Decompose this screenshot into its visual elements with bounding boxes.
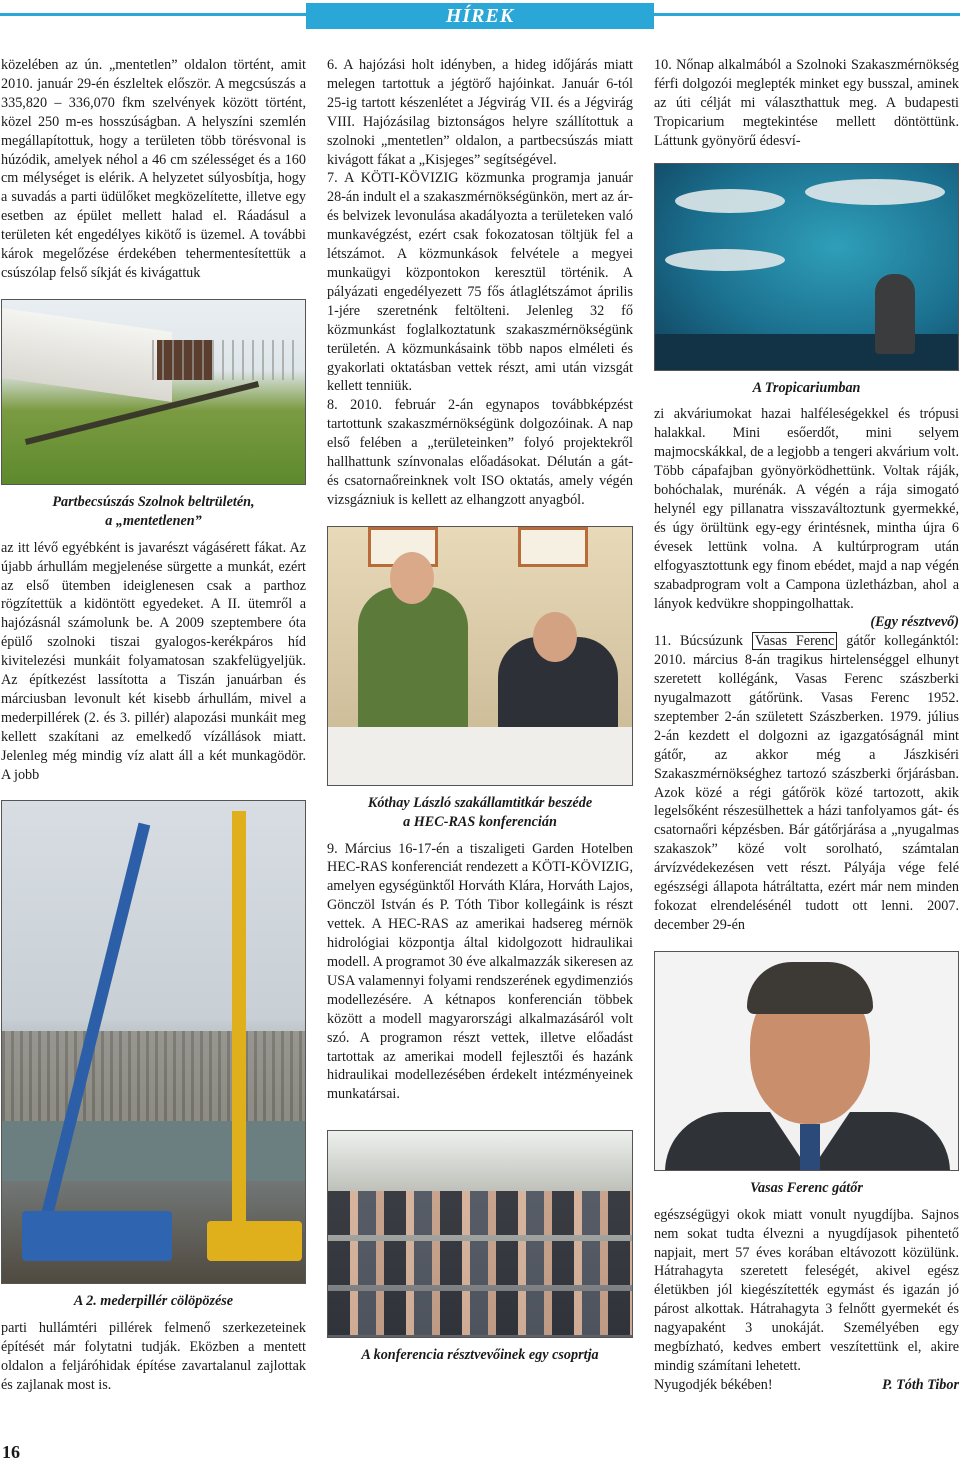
caption-line: a „mentetlenen”	[105, 512, 202, 529]
col3-paragraph-2: zi akváriumokat hazai halféleségekkel és trópusi halakkal. Mini esőerdőt, mini selyem majmocskákkal, de a legjobb a tengeri akvárium volt. Több cápafajban gyönyörködhettünk. Voltak ráják, bohóchalak, murénák. A végén a rája simogató helynél egy pillanatra visszaváltoztunk gyermekké, és úgy örültünk egy-egy érintésnek, mintha újra 6 évesek lettünk volna. A kultúrprogram után elfogyasztottunk egy finom ebédet, majd a nap végén szabadprogram volt a Campona üzletházban, ahol a lányok kedvükre shoppingolhattak.	[654, 406, 959, 612]
portrait-photo-caption: Vasas Ferenc gátőr	[750, 1179, 863, 1196]
portrait-photo	[654, 951, 959, 1171]
col3-paragraph-4: egészségügyi okok miatt vonult nyugdíjba. Sajnos nem sokat tudta élvezni a nyugdíjasok pihentető napjait, mert 57 éves korában eltávozott közülünk. Hátrahagyta szeretett feleségét, akivel egész életükben jól kiegészítették egymást és igazán jó párost alkottak. Hátrahagyta 3 felnőtt gyermekét és nagyapaként 3 unokáját. Személyében egy megbízható, kedves embert veszítettünk el, akire mindig számítani lehetett.	[654, 1206, 959, 1374]
obituary-name-box: Vasas Ferenc	[752, 632, 838, 650]
col3-paragraph-3	[654, 632, 959, 935]
col1-paragraph-3: parti hullámtéri pillérek felmenő szerkezeteinek építését már folytatni tudják. Eközben a mentett oldalon a feljáróhidak építése zavartalanul zajlottak és zajlanak most is.	[1, 1320, 306, 1394]
column-3	[654, 56, 959, 1395]
col2-paragraph-1: 6. A hajózási holt idényben, a hideg időjárás miatt melegen tartottuk a jégtörő hajóinkat. Január 6-tól 25-ig tartott készenlétet a Jégvirág VII. és a Jégvirág VIII. Hajózásilag biztonságos helyre szállítottuk a szolnoki „mentetlen” oldalon, a partbecsúszás miatt kivágott fákat a „Kisjeges” segítségével.	[327, 57, 633, 168]
closing-text: Nyugodjék békében!	[654, 1376, 773, 1393]
participant-signature: (Egy résztvevő)	[870, 614, 959, 631]
col2-paragraph-3: 8. 2010. február 2-án egynapos továbbképzést tartottunk szakaszmérnökségünk dolgozóinak. A nap első felében a „területeinken” folyó projektekről hallhattunk színvonalas előadásokat. Délután a gát- és csatornaőreinknek volt ISO oktatás, amely végén vizsgázniuk is kellett az elhangzott anyagból.	[327, 397, 633, 508]
caption-line: Kóthay László szakállamtitkár beszéde	[367, 794, 593, 811]
col2-paragraph-4: 9. Március 16-17-én a tiszaligeti Garden Hotelben HEC-RAS konferenciát rendezett a KÖTI-KÖVIZIG, amelyen egységünktől Horváth Klára, Horváth Lajos, Gönczöl István és P. Tóth Tibor kollegáink is részt vettek. A HEC-RAS az amerikai hadsereg mérnök hidrológiai központja által kidolgozott hidraulikai modell. A programot 30 éve alkalmazzák sikeresen az USA valamennyi folyami rendszerének egydimenziós modellezésére. A kétnapos konferencián többek között a modell magyarországi alkalmazásáról volt szó. A programon részt vettek, illetve előadást tartottak az amerikai modell fejlesztői és hazánk hidraulikai modellezésében érdekelt intézményeinek munkatársai.	[327, 840, 633, 1103]
pier-piling-photo	[1, 800, 306, 1284]
page-number: 16	[2, 1442, 20, 1462]
col1-paragraph-1: közelében az ún. „mentetlen” oldalon történt, amit 2010. január 29-én észleltek először. A megcsúszás a 335,820 – 336,070 fkm szelvények között történt, közel 250 m-es hosszúságban. A helyszíni szemlén megállapítottuk, hogy a területen több törésvonal is húzódik, amelyek néhol a 46 cm szélességet és a 160 cm mélységet is elérik. A helyzetet súlyosbítja, hogy a suvadás a parti üdülőket megközelítette, illetve egy esetben az épület mellett halad el. Ráadásul a területen két engedélyes kikötő is üzemel. A további károk megelőzése érdekében tehermentesítettük a csúszólap felső síkját és kivágattuk	[1, 57, 306, 281]
author-signature: P. Tóth Tibor	[882, 1376, 959, 1393]
conference-speaker-photo	[327, 526, 633, 786]
conference-audience-photo	[327, 1130, 633, 1338]
riverbank-photo-caption	[1, 493, 306, 531]
col2-paragraph-2: 7. A KÖTI-KÖVIZIG közmunka programja január 28-án indult el a szakaszmérnökségünkön, mert az ár- és belvizek levonulása akadályozta a területeken való munkavégzést, ezért csak fokozatosan töltjük fel a létszámot. A közmunkások felvétele a megyei munkaügyi központokon keresztül történik. A pályázati engedélyezett 75 fős átlaglétszámot április 1-jére szeretnénk feltölteni. Jelenleg 32 fő közmunkást foglalkoztatunk szakaszmérnökségünk területén. A közmunkásaink több napos elméleti és gyakorlati oktatásban vettek részt, ami után vizsgát kellett tenniük.	[327, 170, 633, 395]
tropicarium-photo-caption: A Tropicariumban	[752, 379, 861, 396]
audience-photo-caption: A konferencia résztvevőinek egy csoprtja	[361, 1347, 599, 1364]
col1-paragraph-2: az itt lévő egyébként is javarészt vágásérett fákat. Az újabb árhullám megjelenése sürgette a munkát, ezért az első ütemben ideiglenesen csak a parthoz rögzítettük a kidöntött egyedeket. A II. ütemről a hajózásnál számolunk be. A 2009 szeptembere óta épülő szolnoki tiszai gyalogos-kerékpáros híd kivitelezési munkáit folyamatosan szakfelügyeljük. Az építkezést lassította a Tiszán januárban és márciusban levonult két kisebb árhullám, mivel a mederpillérek (2. és 3. pillér) alapozási munkáit meg kellett szakítani az emelkedő vízállások miatt. Jelenleg még mindig víz alatt áll a két munkagödör. A jobb	[1, 539, 306, 783]
column-2	[327, 56, 633, 1373]
obituary-intro: 11. Búcsúzunk	[654, 633, 744, 650]
section-header: HÍREK	[306, 3, 654, 29]
col3-paragraph-1: 10. Nőnap alkalmából a Szolnoki Szakaszmérnökség férfi dolgozói meglepték minket egy busszal, aminek az úti célját mi választhattuk meg. A budapesti Tropicarium megtekintése mellett döntöttünk. Láttunk gyönyörű édesví-	[654, 57, 959, 149]
caption-line: a HEC-RAS konferencián	[403, 813, 557, 830]
obituary-text: gátőr kollegánktól: 2010. március 8-án tragikus hirtelenséggel elhunyt szeretett kollégánk, Vasas Ferenc szászberki nyugalmazott gátőrünk. Vasas Ferenc 1952. szeptember 2-án született Szászberken. 1979. július 2-án kezdett el dolgozni az igazgatóságnál mint gátőr, az akkor még a Jászkiséri Szakaszmérnökséghez tartozó szászberki őrjárásban. Azok közé a régi gátőrök közé tartozott, akik legelsőként részesülhettek a házi tanfolyamos gát- és csatornaőri képzésben. Bár gátőrjárása a „nyugalmas szakaszok” közé volt sorolható, számtalan árvízvédekezésen vett részt. Pályája vége felé egészségi állapota hátráltatta, ezért már nem minden fokozat elrendelésénél tudott ott lenni. 2007. december 29-én	[654, 633, 959, 933]
tropicarium-photo	[654, 163, 959, 371]
column-1	[1, 56, 306, 1395]
caption-line: Partbecsúszás Szolnok beltrületén,	[52, 493, 255, 510]
riverbank-landslide-photo	[1, 299, 306, 485]
speaker-photo-caption	[327, 794, 633, 832]
pier-photo-caption: A 2. mederpillér cölöpözése	[73, 1293, 234, 1310]
closing-line	[654, 1376, 959, 1395]
